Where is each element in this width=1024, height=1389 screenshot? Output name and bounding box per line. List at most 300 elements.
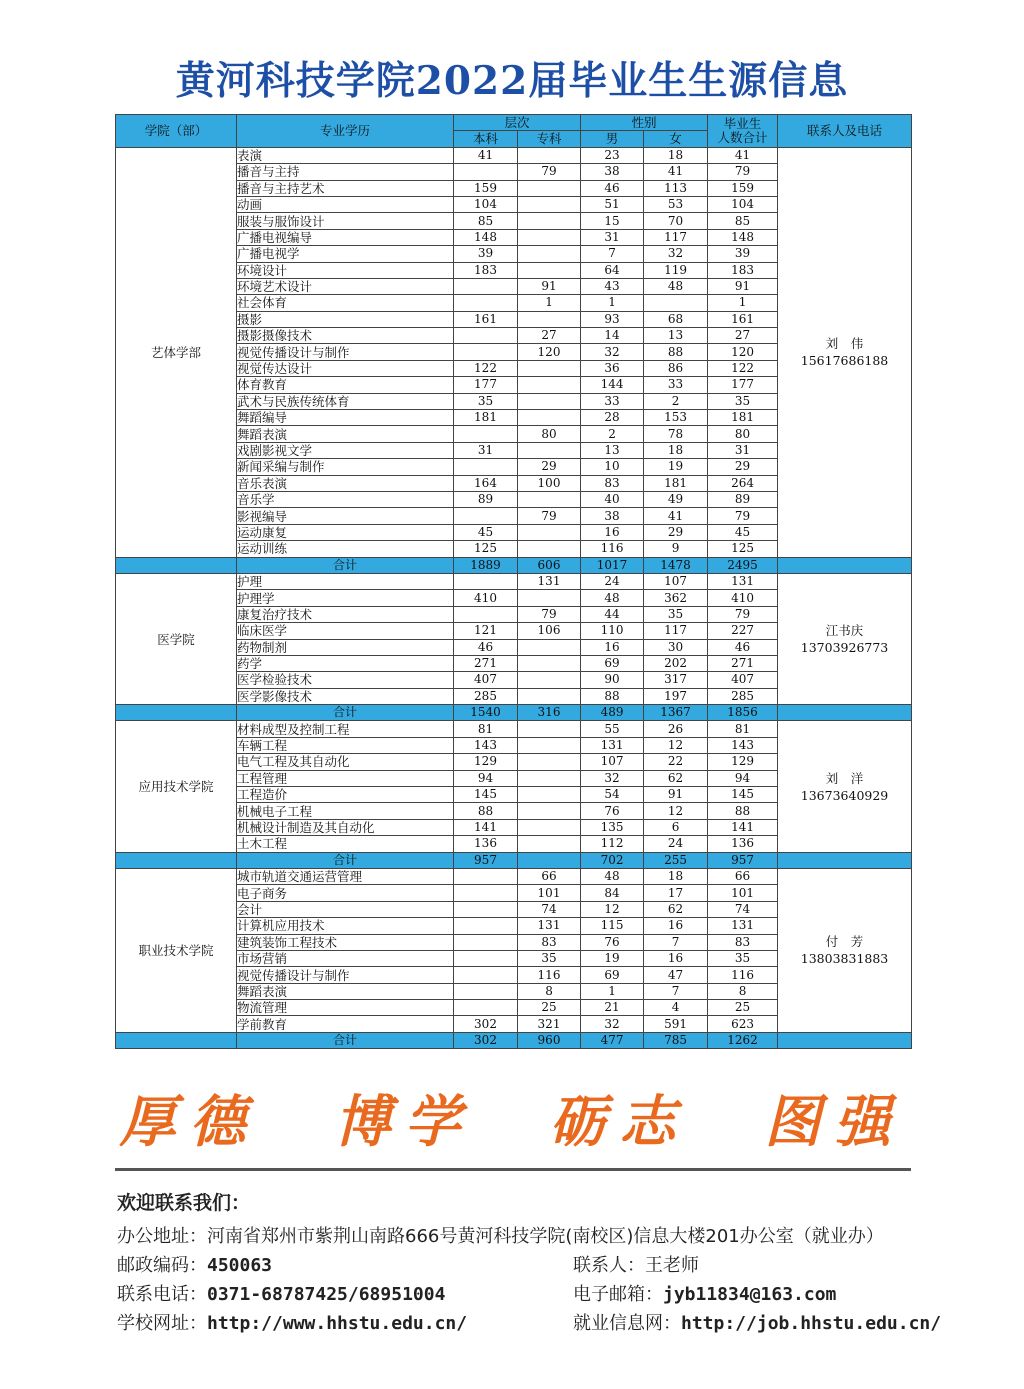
subtotal-benke: 302 xyxy=(454,1032,518,1048)
female-count: 202 xyxy=(644,655,708,671)
zhuanke-count xyxy=(518,590,581,606)
female-count: 48 xyxy=(644,278,708,294)
total-count: 181 xyxy=(708,410,778,426)
total-count: 94 xyxy=(708,770,778,786)
male-count: 19 xyxy=(581,950,644,966)
female-count: 119 xyxy=(644,262,708,278)
benke-count: 183 xyxy=(454,262,518,278)
major-name: 药学 xyxy=(237,655,454,671)
male-count: 55 xyxy=(581,721,644,737)
major-name: 舞蹈表演 xyxy=(237,983,454,999)
benke-count: 161 xyxy=(454,311,518,327)
male-count: 84 xyxy=(581,885,644,901)
male-count: 115 xyxy=(581,918,644,934)
female-count: 78 xyxy=(644,426,708,442)
zhuanke-count xyxy=(518,803,581,819)
subtotal-male: 477 xyxy=(581,1032,644,1048)
zhuanke-count: 116 xyxy=(518,967,581,983)
male-count: 90 xyxy=(581,672,644,688)
major-name: 土木工程 xyxy=(237,836,454,852)
total-count: 8 xyxy=(708,983,778,999)
zhuanke-count: 35 xyxy=(518,950,581,966)
major-name: 学前教育 xyxy=(237,1016,454,1032)
major-name: 影视编导 xyxy=(237,508,454,524)
female-count: 47 xyxy=(644,967,708,983)
benke-count xyxy=(454,328,518,344)
total-count: 66 xyxy=(708,868,778,884)
subtotal-label: 合计 xyxy=(237,1032,454,1048)
zhuanke-count: 321 xyxy=(518,1016,581,1032)
subtotal-blank xyxy=(116,557,237,573)
male-count: 1 xyxy=(581,983,644,999)
benke-count xyxy=(454,573,518,589)
total-count: 45 xyxy=(708,524,778,540)
male-count: 2 xyxy=(581,426,644,442)
total-count: 285 xyxy=(708,688,778,704)
contact-person xyxy=(778,868,912,1032)
divider xyxy=(115,1168,911,1171)
contact-phone: 13803831883 xyxy=(800,951,889,967)
major-name: 服装与服饰设计 xyxy=(237,213,454,229)
major-name: 视觉传播设计与制作 xyxy=(237,344,454,360)
major-name: 视觉传播设计与制作 xyxy=(237,967,454,983)
zhuanke-count: 106 xyxy=(518,623,581,639)
benke-count: 85 xyxy=(454,213,518,229)
header-gender: 性别 xyxy=(581,115,708,131)
total-count: 271 xyxy=(708,655,778,671)
major-name: 运动康复 xyxy=(237,524,454,540)
benke-count: 302 xyxy=(454,1016,518,1032)
table-row xyxy=(116,573,912,589)
female-count: 113 xyxy=(644,180,708,196)
female-count: 317 xyxy=(644,672,708,688)
male-count: 110 xyxy=(581,623,644,639)
male-count: 33 xyxy=(581,393,644,409)
subtotal-male: 702 xyxy=(581,852,644,868)
male-count: 43 xyxy=(581,278,644,294)
male-count: 36 xyxy=(581,360,644,376)
zhuanke-count: 79 xyxy=(518,508,581,524)
total-count: 129 xyxy=(708,754,778,770)
total-count: 410 xyxy=(708,590,778,606)
female-count: 9 xyxy=(644,541,708,557)
phone-label: 联系电话： xyxy=(117,1284,207,1305)
male-count: 21 xyxy=(581,1000,644,1016)
female-count: 591 xyxy=(644,1016,708,1032)
major-name: 广播电视学 xyxy=(237,246,454,262)
major-name: 物流管理 xyxy=(237,1000,454,1016)
contact-name: 刘 伟 xyxy=(825,336,864,352)
page-title: 黄河科技学院2022届毕业生生源信息 xyxy=(175,58,849,104)
subtotal-benke: 1540 xyxy=(454,705,518,721)
contact-person xyxy=(778,573,912,704)
total-count: 39 xyxy=(708,246,778,262)
male-count: 15 xyxy=(581,213,644,229)
female-count: 17 xyxy=(644,885,708,901)
female-count: 26 xyxy=(644,721,708,737)
benke-count: 41 xyxy=(454,147,518,163)
female-count: 41 xyxy=(644,508,708,524)
male-count: 12 xyxy=(581,901,644,917)
total-count: 104 xyxy=(708,196,778,212)
major-name: 摄影 xyxy=(237,311,454,327)
benke-count: 46 xyxy=(454,639,518,655)
male-count: 51 xyxy=(581,196,644,212)
female-count: 30 xyxy=(644,639,708,655)
college-name: 应用技术学院 xyxy=(116,721,237,852)
female-count: 13 xyxy=(644,328,708,344)
female-count: 53 xyxy=(644,196,708,212)
major-name: 机械电子工程 xyxy=(237,803,454,819)
table-row xyxy=(116,721,912,737)
subtotal-blank xyxy=(778,557,912,573)
jobsite-link[interactable]: http://job.hhstu.edu.cn/ xyxy=(681,1313,942,1334)
male-count: 69 xyxy=(581,967,644,983)
female-count: 362 xyxy=(644,590,708,606)
major-name: 市场营销 xyxy=(237,950,454,966)
contact-person xyxy=(778,147,912,557)
female-count: 33 xyxy=(644,377,708,393)
subtotal-zhuanke: 316 xyxy=(518,705,581,721)
benke-count xyxy=(454,426,518,442)
zhuanke-count: 101 xyxy=(518,885,581,901)
subtotal-male: 1017 xyxy=(581,557,644,573)
total-count: 81 xyxy=(708,721,778,737)
benke-count: 94 xyxy=(454,770,518,786)
zhuanke-count xyxy=(518,213,581,229)
male-count: 7 xyxy=(581,246,644,262)
male-count: 44 xyxy=(581,606,644,622)
benke-count: 164 xyxy=(454,475,518,491)
major-name: 工程造价 xyxy=(237,787,454,803)
benke-count xyxy=(454,459,518,475)
subtotal-row xyxy=(116,557,912,573)
benke-count: 129 xyxy=(454,754,518,770)
male-count: 116 xyxy=(581,541,644,557)
zhuanke-count: 1 xyxy=(518,295,581,311)
motto-phrase: 博学 xyxy=(334,1089,475,1155)
subtotal-total: 1856 xyxy=(708,705,778,721)
zhuanke-count xyxy=(518,737,581,753)
total-count: 85 xyxy=(708,213,778,229)
subtotal-row xyxy=(116,1032,912,1048)
female-count: 181 xyxy=(644,475,708,491)
total-count: 83 xyxy=(708,934,778,950)
total-count: 91 xyxy=(708,278,778,294)
female-count: 22 xyxy=(644,754,708,770)
male-count: 76 xyxy=(581,934,644,950)
zhuanke-count: 66 xyxy=(518,868,581,884)
total-count: 25 xyxy=(708,1000,778,1016)
major-name: 电子商务 xyxy=(237,885,454,901)
zhuanke-count: 80 xyxy=(518,426,581,442)
benke-count xyxy=(454,934,518,950)
subtotal-blank xyxy=(778,852,912,868)
major-name: 播音与主持 xyxy=(237,164,454,180)
total-count: 136 xyxy=(708,836,778,852)
female-count: 24 xyxy=(644,836,708,852)
male-count: 13 xyxy=(581,442,644,458)
subtotal-zhuanke xyxy=(518,852,581,868)
total-count: 27 xyxy=(708,328,778,344)
subtotal-total: 2495 xyxy=(708,557,778,573)
male-count: 83 xyxy=(581,475,644,491)
total-count: 122 xyxy=(708,360,778,376)
major-name: 建筑装饰工程技术 xyxy=(237,934,454,950)
subtotal-blank xyxy=(116,1032,237,1048)
major-name: 武术与民族传统体育 xyxy=(237,393,454,409)
zhuanke-count xyxy=(518,393,581,409)
major-name: 音乐学 xyxy=(237,491,454,507)
benke-count: 39 xyxy=(454,246,518,262)
zhuanke-count: 25 xyxy=(518,1000,581,1016)
subtotal-female: 1367 xyxy=(644,705,708,721)
zhuanke-count xyxy=(518,180,581,196)
benke-count: 177 xyxy=(454,377,518,393)
contact-name: 江书庆 xyxy=(825,623,864,638)
header-total: 毕业生 人数合计 xyxy=(708,115,778,148)
benke-count: 410 xyxy=(454,590,518,606)
contact-name: 刘 洋 xyxy=(825,770,864,786)
benke-count: 122 xyxy=(454,360,518,376)
benke-count xyxy=(454,950,518,966)
total-count: 161 xyxy=(708,311,778,327)
major-name: 环境设计 xyxy=(237,262,454,278)
male-count: 31 xyxy=(581,229,644,245)
benke-count: 141 xyxy=(454,819,518,835)
header-major: 专业学历 xyxy=(237,115,454,148)
zhuanke-count xyxy=(518,229,581,245)
total-count: 79 xyxy=(708,164,778,180)
male-count: 46 xyxy=(581,180,644,196)
female-count: 88 xyxy=(644,344,708,360)
total-count: 116 xyxy=(708,967,778,983)
major-name: 戏剧影视文学 xyxy=(237,442,454,458)
male-count: 54 xyxy=(581,787,644,803)
major-name: 会计 xyxy=(237,901,454,917)
footer-heading: 欢迎联系我们： xyxy=(117,1192,251,1214)
zhuanke-count xyxy=(518,787,581,803)
total-count: 264 xyxy=(708,475,778,491)
benke-count: 45 xyxy=(454,524,518,540)
major-name: 电气工程及其自动化 xyxy=(237,754,454,770)
female-count: 70 xyxy=(644,213,708,229)
total-count: 227 xyxy=(708,623,778,639)
jobsite-label: 就业信息网： xyxy=(573,1313,681,1334)
zhuanke-count: 100 xyxy=(518,475,581,491)
zhuanke-count xyxy=(518,836,581,852)
female-count: 91 xyxy=(644,787,708,803)
postcode-value: 450063 xyxy=(207,1255,273,1276)
zhuanke-count xyxy=(518,655,581,671)
header-level: 层次 xyxy=(454,115,581,131)
female-count: 2 xyxy=(644,393,708,409)
subtotal-row xyxy=(116,852,912,868)
male-count: 131 xyxy=(581,737,644,753)
address-row xyxy=(117,1222,977,1251)
female-count: 62 xyxy=(644,770,708,786)
benke-count: 136 xyxy=(454,836,518,852)
female-count: 35 xyxy=(644,606,708,622)
female-count: 86 xyxy=(644,360,708,376)
male-count: 28 xyxy=(581,410,644,426)
total-count: 101 xyxy=(708,885,778,901)
zhuanke-count: 91 xyxy=(518,278,581,294)
major-name: 播音与主持艺术 xyxy=(237,180,454,196)
total-count: 145 xyxy=(708,787,778,803)
website-label: 学校网址： xyxy=(117,1313,207,1334)
female-count: 62 xyxy=(644,901,708,917)
subtotal-male: 489 xyxy=(581,705,644,721)
major-name: 计算机应用技术 xyxy=(237,918,454,934)
benke-count: 143 xyxy=(454,737,518,753)
subtotal-blank xyxy=(778,705,912,721)
zhuanke-count xyxy=(518,360,581,376)
contact-footer xyxy=(117,1188,977,1338)
male-count: 64 xyxy=(581,262,644,278)
male-count: 32 xyxy=(581,344,644,360)
email-label: 电子邮箱： xyxy=(573,1284,663,1305)
benke-count xyxy=(454,918,518,934)
total-count: 31 xyxy=(708,442,778,458)
website-link[interactable]: http://www.hhstu.edu.cn/ xyxy=(207,1313,468,1334)
zhuanke-count xyxy=(518,311,581,327)
zhuanke-count xyxy=(518,196,581,212)
zhuanke-count xyxy=(518,262,581,278)
postcode-row xyxy=(117,1251,977,1280)
female-count: 107 xyxy=(644,573,708,589)
female-count xyxy=(644,295,708,311)
postcode-label: 邮政编码： xyxy=(117,1255,207,1276)
zhuanke-count xyxy=(518,491,581,507)
total-count: 41 xyxy=(708,147,778,163)
college-name: 医学院 xyxy=(116,573,237,704)
zhuanke-count: 131 xyxy=(518,918,581,934)
major-name: 护理 xyxy=(237,573,454,589)
benke-count xyxy=(454,885,518,901)
female-count: 197 xyxy=(644,688,708,704)
total-count: 623 xyxy=(708,1016,778,1032)
major-name: 舞蹈表演 xyxy=(237,426,454,442)
major-name: 医学影像技术 xyxy=(237,688,454,704)
college-name: 职业技术学院 xyxy=(116,868,237,1032)
zhuanke-count xyxy=(518,524,581,540)
zhuanke-count: 79 xyxy=(518,606,581,622)
benke-count: 35 xyxy=(454,393,518,409)
header-male: 男 xyxy=(581,131,644,147)
female-count: 18 xyxy=(644,442,708,458)
male-count: 32 xyxy=(581,770,644,786)
benke-count: 88 xyxy=(454,803,518,819)
total-count: 141 xyxy=(708,819,778,835)
zhuanke-count: 74 xyxy=(518,901,581,917)
female-count: 68 xyxy=(644,311,708,327)
motto-phrase: 图强 xyxy=(764,1089,905,1155)
male-count: 112 xyxy=(581,836,644,852)
total-count: 183 xyxy=(708,262,778,278)
major-name: 城市轨道交通运营管理 xyxy=(237,868,454,884)
total-count: 35 xyxy=(708,393,778,409)
benke-count: 31 xyxy=(454,442,518,458)
subtotal-label: 合计 xyxy=(237,557,454,573)
male-count: 38 xyxy=(581,164,644,180)
major-name: 动画 xyxy=(237,196,454,212)
benke-count: 125 xyxy=(454,541,518,557)
female-count: 6 xyxy=(644,819,708,835)
male-count: 48 xyxy=(581,590,644,606)
subtotal-female: 785 xyxy=(644,1032,708,1048)
total-count: 125 xyxy=(708,541,778,557)
contact-name: 付 芳 xyxy=(825,934,864,950)
major-name: 社会体育 xyxy=(237,295,454,311)
major-name: 运动训练 xyxy=(237,541,454,557)
benke-count xyxy=(454,295,518,311)
female-count: 12 xyxy=(644,737,708,753)
male-count: 69 xyxy=(581,655,644,671)
total-count: 148 xyxy=(708,229,778,245)
subtotal-blank xyxy=(116,705,237,721)
subtotal-blank xyxy=(778,1032,912,1048)
total-count: 46 xyxy=(708,639,778,655)
subtotal-row xyxy=(116,705,912,721)
zhuanke-count: 27 xyxy=(518,328,581,344)
benke-count xyxy=(454,1000,518,1016)
female-count: 7 xyxy=(644,983,708,999)
benke-count xyxy=(454,278,518,294)
major-name: 药物制剂 xyxy=(237,639,454,655)
male-count: 1 xyxy=(581,295,644,311)
benke-count: 271 xyxy=(454,655,518,671)
total-count: 89 xyxy=(708,491,778,507)
major-name: 视觉传达设计 xyxy=(237,360,454,376)
benke-count xyxy=(454,164,518,180)
male-count: 48 xyxy=(581,868,644,884)
male-count: 40 xyxy=(581,491,644,507)
zhuanke-count xyxy=(518,819,581,835)
total-count: 80 xyxy=(708,426,778,442)
benke-count xyxy=(454,983,518,999)
female-count: 41 xyxy=(644,164,708,180)
total-count: 79 xyxy=(708,508,778,524)
male-count: 16 xyxy=(581,524,644,540)
subtotal-female: 255 xyxy=(644,852,708,868)
contact-value: 王老师 xyxy=(645,1255,699,1276)
benke-count: 181 xyxy=(454,410,518,426)
zhuanke-count xyxy=(518,639,581,655)
zhuanke-count: 29 xyxy=(518,459,581,475)
major-name: 护理学 xyxy=(237,590,454,606)
college-name: 艺体学部 xyxy=(116,147,237,557)
male-count: 76 xyxy=(581,803,644,819)
major-name: 音乐表演 xyxy=(237,475,454,491)
zhuanke-count xyxy=(518,442,581,458)
table-body xyxy=(116,147,912,1048)
female-count: 12 xyxy=(644,803,708,819)
phone-value: 0371-68787425/68951004 xyxy=(207,1284,446,1305)
zhuanke-count: 8 xyxy=(518,983,581,999)
benke-count: 121 xyxy=(454,623,518,639)
male-count: 14 xyxy=(581,328,644,344)
zhuanke-count xyxy=(518,754,581,770)
zhuanke-count xyxy=(518,377,581,393)
email-link[interactable]: jyb11834@163.com xyxy=(663,1284,837,1305)
school-motto xyxy=(0,1078,1024,1155)
major-name: 表演 xyxy=(237,147,454,163)
female-count: 29 xyxy=(644,524,708,540)
total-count: 35 xyxy=(708,950,778,966)
subtotal-total: 1262 xyxy=(708,1032,778,1048)
benke-count xyxy=(454,344,518,360)
